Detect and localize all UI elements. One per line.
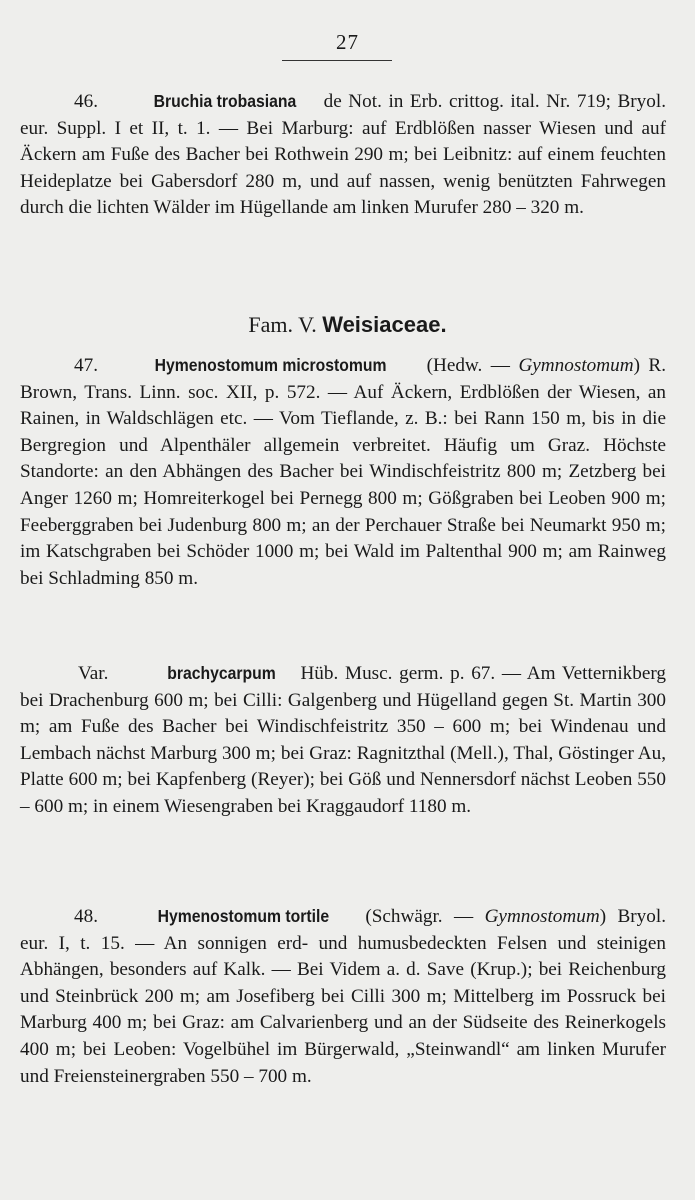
variety-text: Hüb. Musc. germ. p. 67. — Am Vetternikberg bei Drachenburg 600 m; bei Cilli: Galgenberg und Hügelland gegen St. Martin 300 m; am Fuße des Bacher bei Windischfeistritz 350 – 600 m; bei Windenau und Lembach nächst Marburg 300 m; bei Graz: Ragnitzthal (Mell.), Thal, Göstinger Au, Platte 600 m; bei Kapfenberg (Reyer); bei Göß und Nennersdorf nächst Leoben 550 – 600 m; in einem Wiesengraben bei Kraggaudorf 1180 m. (20, 663, 667, 817)
entry-46-number: 46. (74, 91, 98, 112)
entry-47-number: 47. (74, 355, 98, 376)
entry-46-species: Bruchia trobasiana (153, 91, 296, 111)
family-name: Weisiaceae. (322, 312, 447, 337)
entry-47-species: Hymenostomum microstomum (155, 355, 387, 375)
variety-name: brachycarpum (167, 663, 276, 683)
entry-46-text: de Not. in Erb. crittog. ital. Nr. 719; Bryol. eur. Suppl. I et II, t. 1. — Bei Marburg: auf Erdblößen nasser Wiesen und auf Äckern am Fuße des Bacher bei Rothwein 290 m; bei Leibnitz: auf einem feuchten Heideplatze bei Gabersdorf 280 m, und auf nassen, wenig benützten Fahrwegen durch die lichten Wälder im Hügellande am linken Murufer 280 – 320 m. (20, 91, 666, 219)
variety-prefix: Var. (78, 663, 109, 684)
entry-47-text: ) R. Brown, Trans. Linn. soc. XII, p. 572. — Auf Äckern, Erdblößen der Wiesen, an Rainen, in Waldschlägen etc. — Vom Tieflande, z. B.: bei Rann 150 m, bis in die Bergregion und Alpenthäler allgemein verbreitet. Häufig um Graz. Höchste Standorte: an den Abhängen des Bacher bei Windischfeistritz 800 m; Zetzberg bei Anger 1260 m; Homreiterkogel bei Pernegg 800 m; Gößgraben bei Leoben 900 m; Feeberggraben bei Judenburg 800 m; an der Perchauer Straße bei Neumarkt 950 m; im Katschgraben bei Schöder 1000 m; bei Wald im Paltenthal 900 m; am Rainweg bei Schladming 850 m. (20, 355, 666, 589)
entry-46 (20, 88, 666, 222)
entry-47 (20, 352, 666, 592)
entry-48-text: ) Bryol. eur. I, t. 15. — An sonnigen erd- und humusbedeckten Felsen und steinigen Abhängen, besonders auf Kalk. — Bei Videm a. d. Save (Krup.); bei Reichenburg und Steinbrück 200 m; am Josefiberg bei Cilli 300 m; Mittelberg im Possruck bei Marburg 400 m; bei Graz: am Calvarienberg und an der Südseite des Reinerkogels 400 m; bei Leoben: Vogelbühel im Bürgerwald, „Steinwandl“ am linken Murufer und Freiensteinergraben 550 – 700 m. (20, 906, 666, 1087)
entry-47-synonym: Gymnostomum (518, 355, 634, 376)
entry-48-number: 48. (74, 906, 98, 927)
family-heading (0, 312, 695, 338)
entry-48-synonym: Gymnostomum (484, 906, 600, 927)
page-number: 27 (336, 30, 359, 54)
entry-48-author: (Schwägr. — (353, 906, 485, 927)
entry-48-species: Hymenostomum tortile (157, 906, 330, 926)
variety-brachycarpum (20, 660, 666, 821)
entry-47-author: (Hedw. — (418, 355, 519, 376)
entry-48 (20, 903, 666, 1090)
family-prefix: Fam. V. (248, 312, 317, 337)
header-rule (282, 60, 392, 61)
